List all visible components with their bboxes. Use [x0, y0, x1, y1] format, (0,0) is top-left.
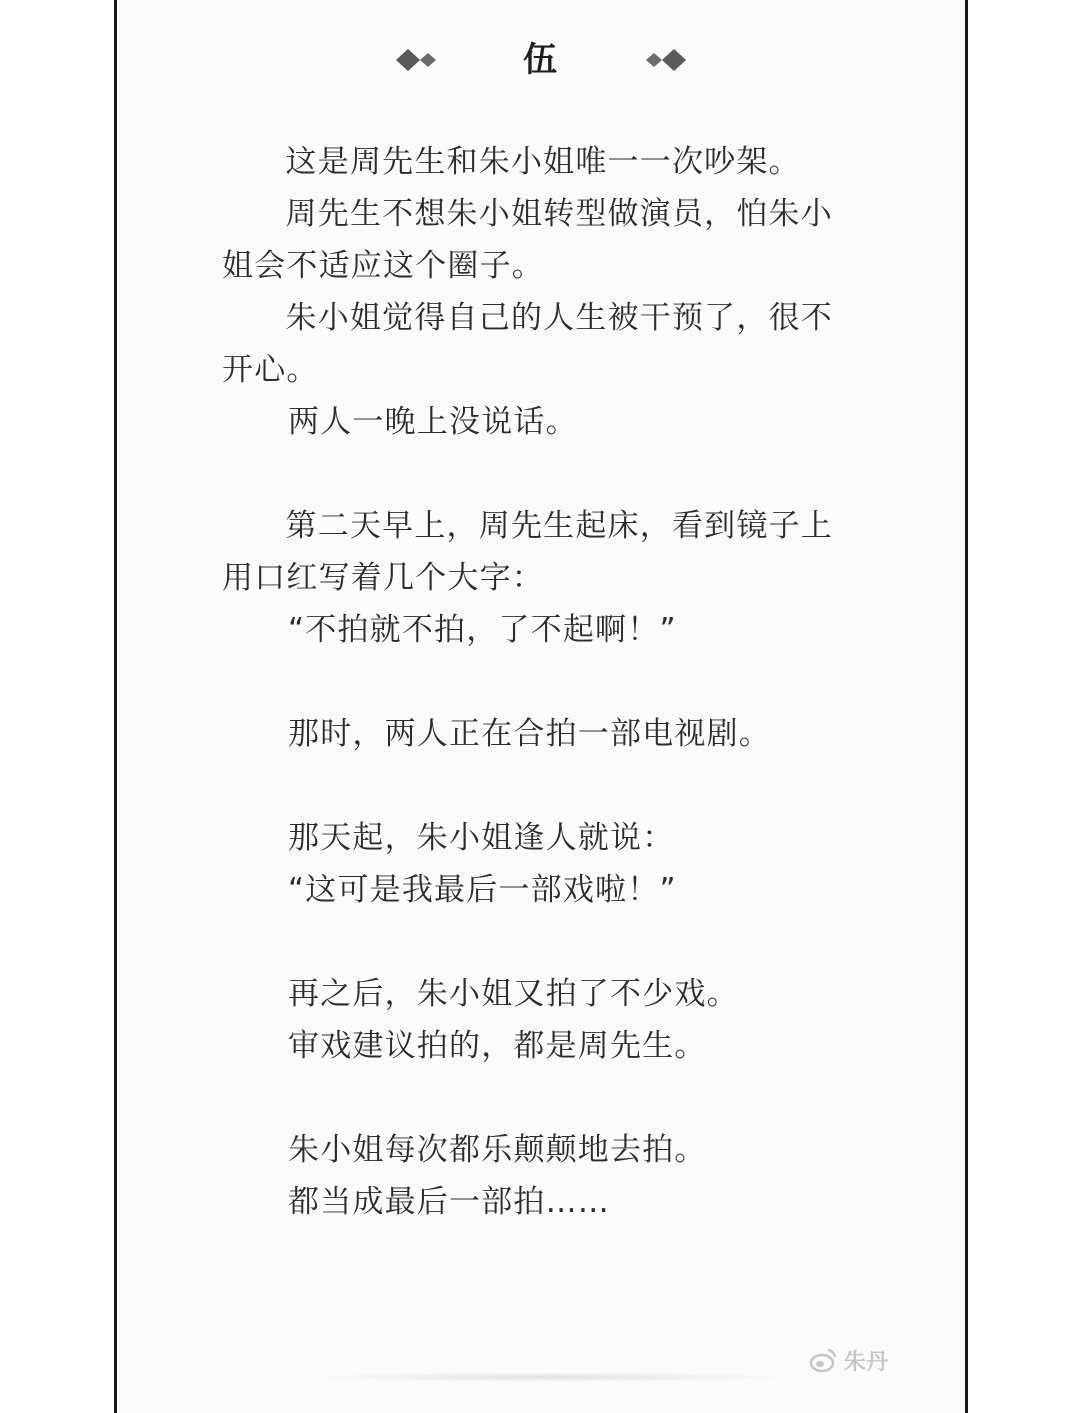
- paragraph: 再之后，朱小姐又拍了不少戏。: [288, 976, 739, 1012]
- paragraph: 第二天早上，周先生起床，看到镜子上用口红写着几个大字：: [222, 508, 833, 596]
- paragraph: 那时，两人正在合拍一部电视剧。: [288, 716, 771, 752]
- paragraph-gap: [222, 916, 852, 968]
- paragraph: 这是周先生和朱小姐唯一一次吵架。: [285, 144, 801, 180]
- paragraph-gap: [222, 760, 852, 812]
- story-body: [222, 136, 852, 1228]
- paragraph: 两人一晚上没说话。: [288, 404, 578, 440]
- paragraph: “这可是我最后一部戏啦！”: [288, 872, 677, 908]
- paragraph: “不拍就不拍，了不起啊！”: [288, 612, 677, 648]
- paragraph: 朱小姐觉得自己的人生被干预了，很不开心。: [222, 300, 833, 388]
- paragraph: 审戏建议拍的，都是周先生。: [288, 1028, 707, 1064]
- bottom-shadow: [300, 1372, 800, 1382]
- weibo-logo-icon: [808, 1345, 838, 1375]
- paragraph: 那天起，朱小姐逢人就说：: [288, 820, 675, 856]
- chapter-title: 伍: [523, 40, 557, 80]
- paragraph-gap: [222, 656, 852, 708]
- paragraph-gap: [222, 1072, 852, 1124]
- diamond-ornament-icon: [636, 46, 688, 74]
- paragraph: 朱小姐每次都乐颠颠地去拍。: [288, 1132, 707, 1168]
- paragraph-gap: [222, 448, 852, 500]
- chapter-header: [0, 30, 1080, 90]
- watermark-text: 朱丹: [844, 1349, 889, 1375]
- paragraph: 周先生不想朱小姐转型做演员，怕朱小姐会不适应这个圈子。: [222, 196, 833, 284]
- paragraph: 都当成最后一部拍……: [288, 1184, 610, 1220]
- watermark: [808, 1342, 888, 1378]
